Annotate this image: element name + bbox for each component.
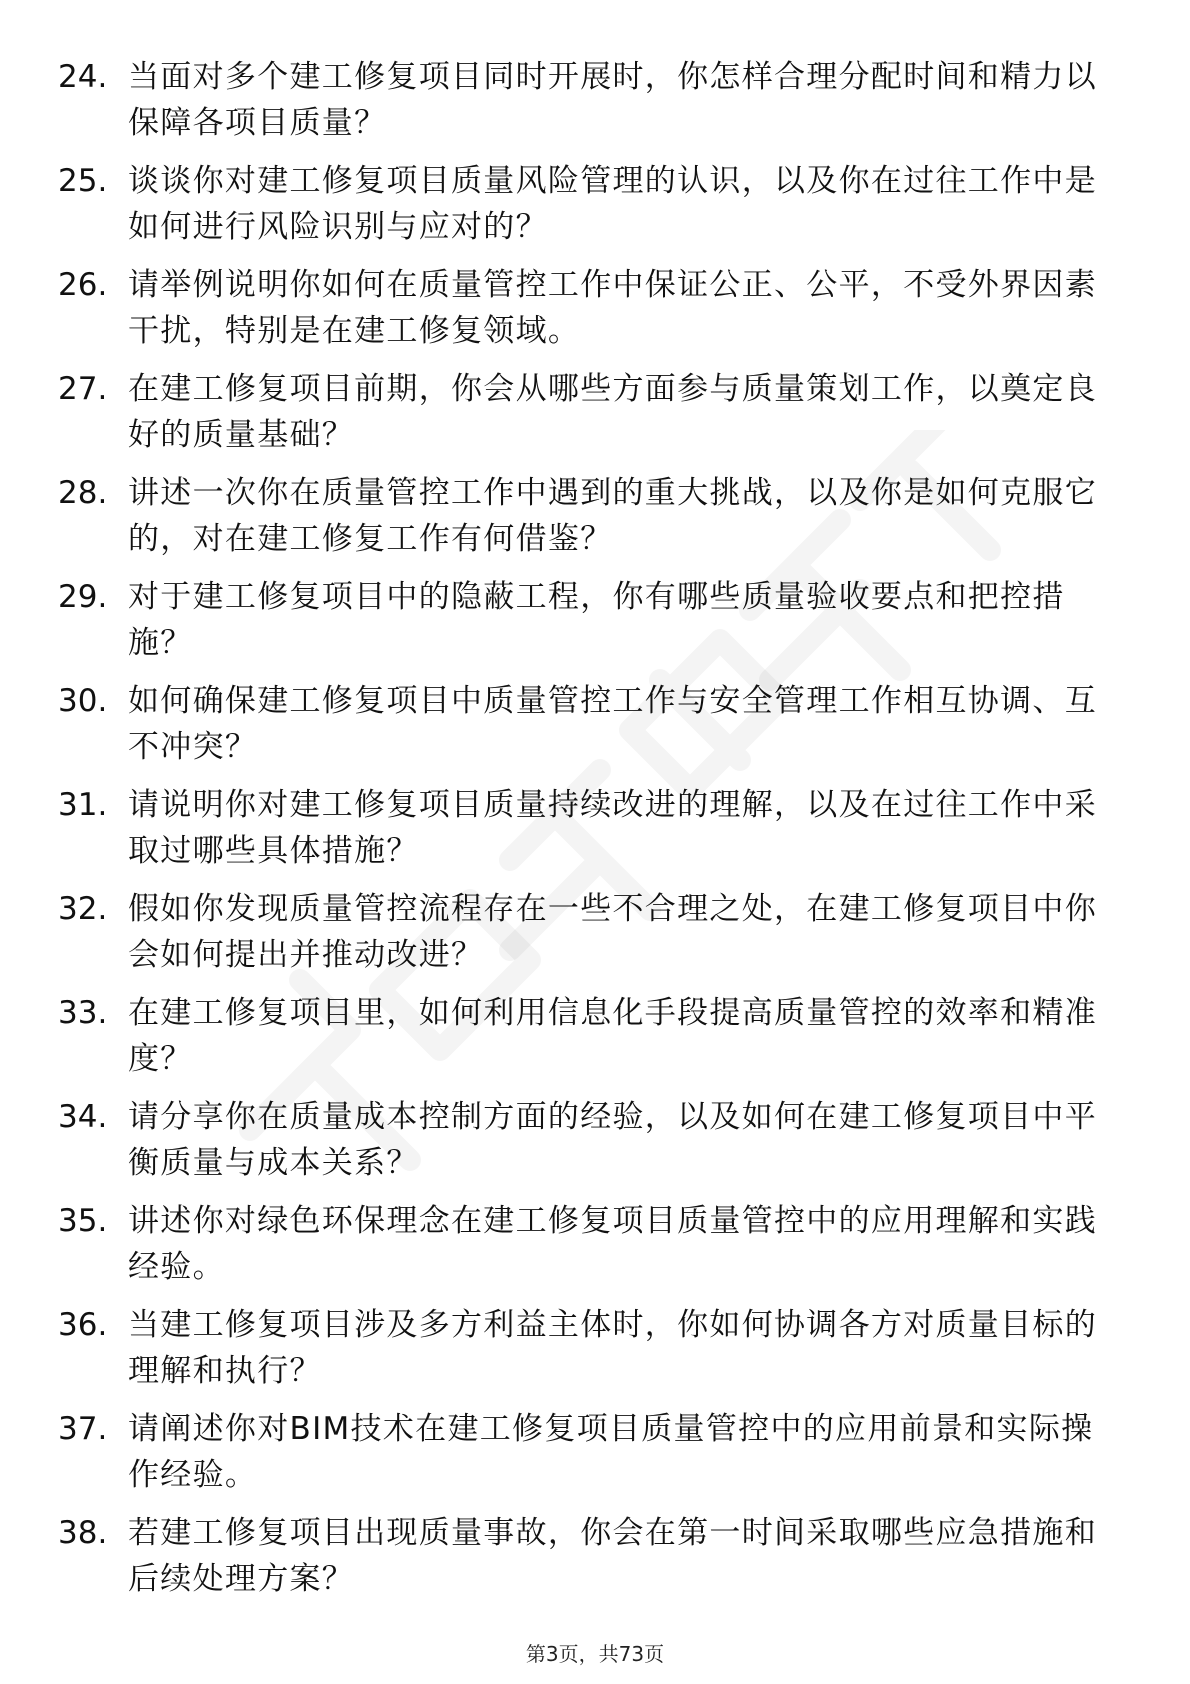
- question-item-30: [58, 678, 1118, 782]
- question-number: 31.: [58, 787, 108, 823]
- question-number: 27.: [58, 371, 108, 407]
- question-item-31: [58, 782, 1118, 886]
- question-number: 36.: [58, 1307, 108, 1343]
- question-item-38: [58, 1510, 1118, 1614]
- question-text: 当建工修复项目涉及多方利益主体时，你如何协调各方对质量目标的理解和执行？: [128, 1307, 1097, 1389]
- question-number: 35.: [58, 1203, 108, 1239]
- question-text: 请阐述你对BIM技术在建工修复项目质量管控中的应用前景和实际操作经验。: [128, 1411, 1094, 1493]
- question-item-36: [58, 1302, 1118, 1406]
- question-item-34: [58, 1094, 1118, 1198]
- question-item-26: [58, 262, 1118, 366]
- question-text: 请说明你对建工修复项目质量持续改进的理解，以及在过往工作中采取过哪些具体措施？: [128, 787, 1097, 869]
- question-item-27: [58, 366, 1118, 470]
- question-list: [58, 54, 1118, 1614]
- question-number: 34.: [58, 1099, 108, 1135]
- question-number: 32.: [58, 891, 108, 927]
- question-text: 谈谈你对建工修复项目质量风险管理的认识，以及你在过往工作中是如何进行风险识别与应对的？: [128, 163, 1097, 245]
- question-item-24: [58, 54, 1118, 158]
- question-number: 26.: [58, 267, 108, 303]
- question-text: 讲述一次你在质量管控工作中遇到的重大挑战，以及你是如何克服它的，对在建工修复工作有何借鉴？: [128, 475, 1097, 557]
- question-number: 29.: [58, 579, 108, 615]
- question-item-33: [58, 990, 1118, 1094]
- question-text: 当面对多个建工修复项目同时开展时，你怎样合理分配时间和精力以保障各项目质量？: [128, 59, 1097, 141]
- question-item-28: [58, 470, 1118, 574]
- question-number: 28.: [58, 475, 108, 511]
- question-text: 讲述你对绿色环保理念在建工修复项目质量管控中的应用理解和实践经验。: [128, 1203, 1097, 1285]
- question-number: 24.: [58, 59, 108, 95]
- question-item-32: [58, 886, 1118, 990]
- question-text: 若建工修复项目出现质量事故，你会在第一时间采取哪些应急措施和后续处理方案？: [128, 1515, 1097, 1597]
- page-footer: 第3页，共73页: [525, 1642, 665, 1666]
- question-number: 25.: [58, 163, 108, 199]
- question-number: 38.: [58, 1515, 108, 1551]
- question-text: 在建工修复项目里，如何利用信息化手段提高质量管控的效率和精准度？: [128, 995, 1097, 1077]
- question-number: 33.: [58, 995, 108, 1031]
- question-text: 请举例说明你如何在质量管控工作中保证公正、公平，不受外界因素干扰，特别是在建工修复领域。: [128, 267, 1097, 349]
- question-text: 在建工修复项目前期，你会从哪些方面参与质量策划工作，以奠定良好的质量基础？: [128, 371, 1097, 453]
- question-text: 如何确保建工修复项目中质量管控工作与安全管理工作相互协调、互不冲突？: [128, 683, 1097, 765]
- question-text: 对于建工修复项目中的隐蔽工程，你有哪些质量验收要点和把控措施？: [128, 579, 1065, 661]
- question-item-29: [58, 574, 1118, 678]
- question-item-25: [58, 158, 1118, 262]
- question-item-37: [58, 1406, 1118, 1510]
- question-number: 30.: [58, 683, 108, 719]
- question-number: 37.: [58, 1411, 108, 1447]
- question-text: 请分享你在质量成本控制方面的经验，以及如何在建工修复项目中平衡质量与成本关系？: [128, 1099, 1097, 1181]
- question-item-35: [58, 1198, 1118, 1302]
- question-text: 假如你发现质量管控流程存在一些不合理之处，在建工修复项目中你会如何提出并推动改进？: [128, 891, 1097, 973]
